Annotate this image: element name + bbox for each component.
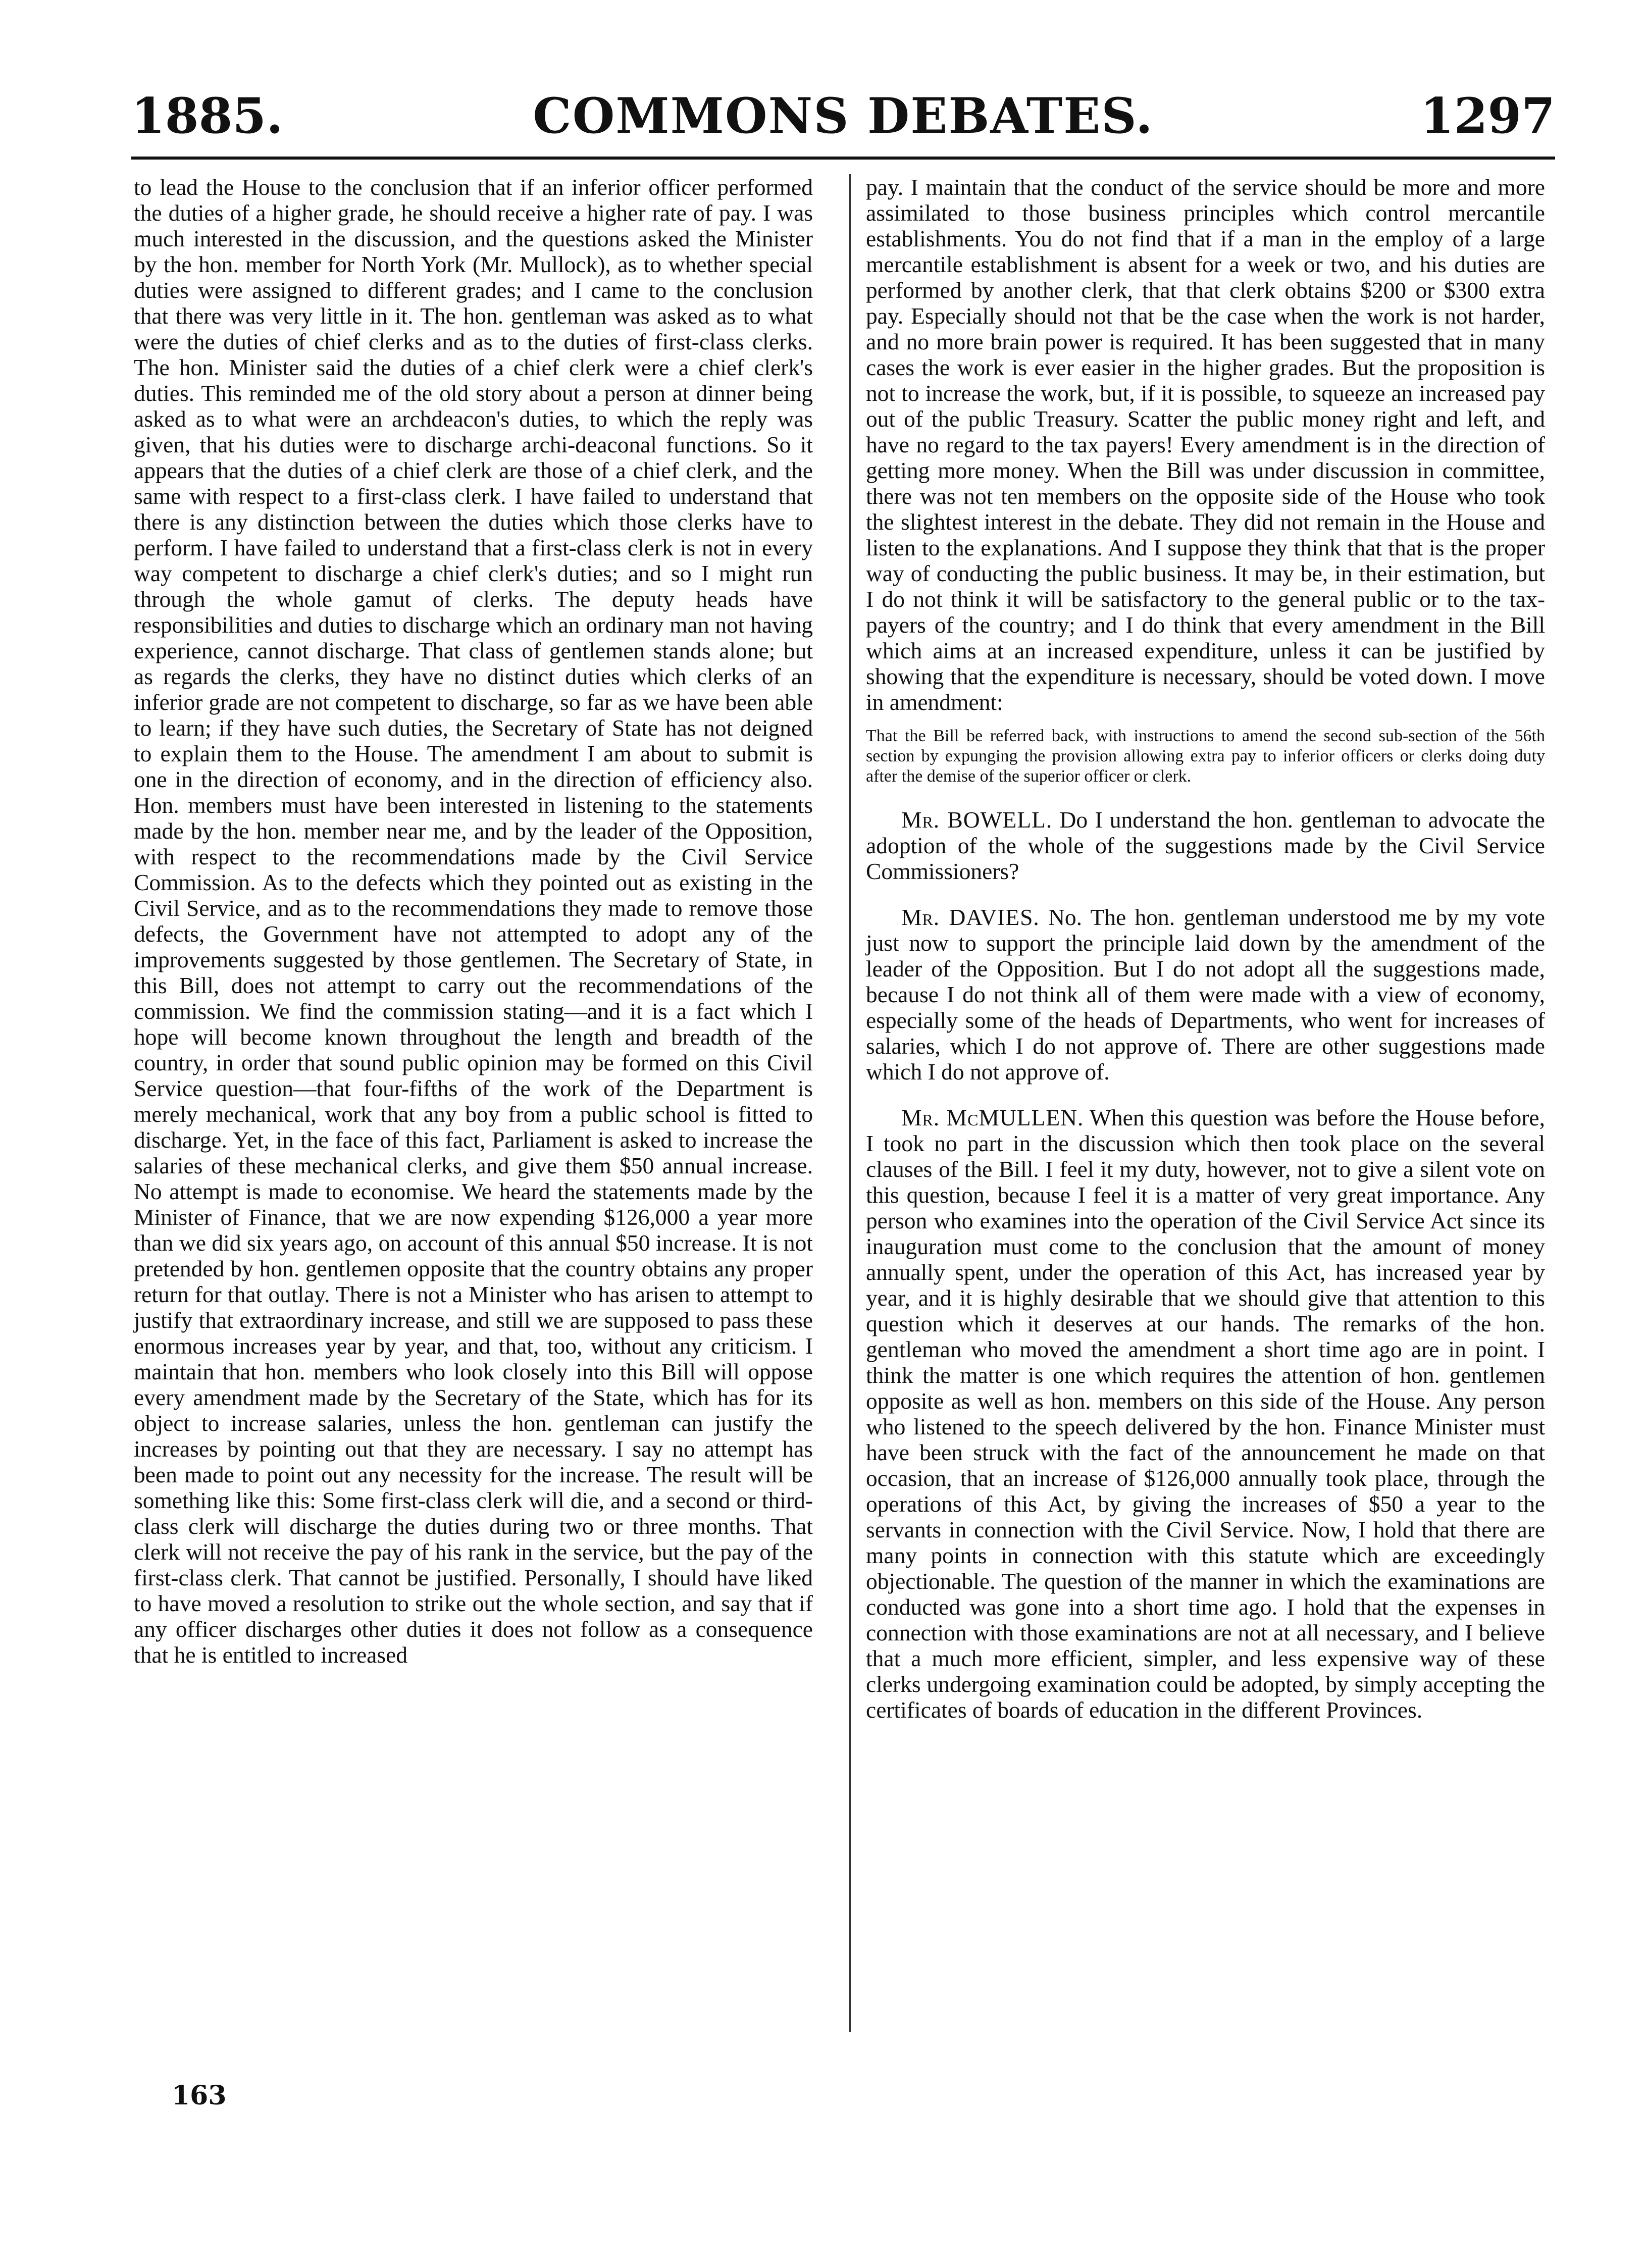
speech-text: No. The hon. gentleman understood me by my vote just now to support the principle laid down by the amendment of the leader of the Opposition. But I do not adopt all the suggestions made, because I do not think all of them were made with a view of economy, especially some of the heads of Departments, who went for increases of salaries, which I do not approve of. There are other suggestions made which I do not approve of. — [866, 904, 1546, 1085]
amendment-text: That the Bill be referred back, with instructions to amend the second sub-section of the 56th section by expunging the provision allowing extra pay to inferior officers or clerks doing duty after the demise of the superior officer or clerk. — [866, 727, 1545, 786]
right-column — [866, 174, 1545, 2073]
right-paragraph: pay. I maintain that the conduct of the service should be more and more assimilated to those business principles which control mercantile establishments. You do not find that if a man in the employ of a large mercantile establishment is absent for a week or two, and his duties are performed by another clerk, that that clerk obtains $200 or $300 extra pay. Especially should not that be the case when the work is not harder, and no more brain power is required. It has been suggested that in many cases the work is ever easier in the higher grades. But the proposition is not to increase the work, but, if it is possible, to squeeze an increased pay out of the public Treasury. Scatter the public money right and left, and have no regard to the tax payers! Every amendment is in the direction of getting more money. When the Bill was under discussion in committee, there was not ten members on the opposite side of the House who took the slightest interest in the debate. They did not remain in the House and listen to the explanations. And I suppose they think that that is the proper way of conducting the public business. It may be, in their estimation, but I do not think it will be satisfactory to the general public or to the tax-payers of the country; and I do think that every amendment in the Bill which aims at an increased expenditure, unless it can be justified by showing that the expenditure is necessary, should be voted down. I move in amendment: — [866, 174, 1545, 715]
speech-text: Do I understand the hon. gentleman to advocate the adoption of the whole of the suggestions made by the Civil Service Commissioners? — [866, 807, 1545, 884]
speech-text: When this question was before the House before, I took no part in the discussion which then took place on the several clauses of the Bill. I feel it my duty, however, not to give a silent vote on this question, because I feel it is a matter of very great importance. Any person who examines into the operation of the Civil Service Act since its inauguration must come to the conclusion that the amount of money annually spent, under the operation of this Act, has increased year by year, and it is highly desirable that we should give that attention to this question which it deserves at our hands. The remarks of the hon. gentleman who moved the amendment a short time ago are in point. I think the matter is one which requires the attention of hon. gentlemen opposite as well as hon. members on this side of the House. Any person who listened to the speech delivered by the hon. Finance Minister must have been struck with the fact of the announcement he made on that occasion, that an increase of $126,000 annually took place, through the operations of this Act, by giving the increases of $50 a year to the servants in connection with the Civil Service. Now, I hold that there are many points in connection with this statute which are exceedingly objectionable. The question of the manner in which the examinations are conducted was gone into a short time ago. I hold that the expenses in connection with those examinations are not at all necessary, and I believe that a much more efficient, simpler, and less expensive way of these clerks undergoing examination could be adopted, by simply accepting the certificates of boards of education in the different Provinces. — [866, 1105, 1546, 1723]
speech-bowell — [866, 807, 1545, 884]
left-column — [134, 174, 813, 2073]
speech-mcmullen — [866, 1105, 1545, 1723]
speaker-name: Mr. McMULLEN. — [901, 1105, 1084, 1130]
column-divider — [849, 174, 851, 2032]
speaker-name: Mr. BOWELL. — [901, 807, 1053, 833]
header-title: COMMONS DEBATES. — [533, 87, 1154, 144]
header-year: 1885. — [131, 87, 283, 144]
signature-mark: 163 — [172, 2080, 227, 2111]
left-paragraph: to lead the House to the conclusion that if an inferior officer performed the duties of a higher grade, he should receive a higher rate of pay. I was much interested in the discussion, and the questions asked the Minister by the hon. member for North York (Mr. Mullock), as to whether special duties were assigned to different grades; and I came to the conclusion that there was very little in it. The hon. gentleman was asked as to what were the duties of chief clerks and as to the duties of first-class clerks. The hon. Minister said the duties of a chief clerk were a chief clerk's duties. This reminded me of the old story about a person at dinner being asked as to what were an archdeacon's duties, to which the reply was given, that his duties were to discharge archi-deaconal functions. So it appears that the duties of a chief clerk are those of a chief clerk, and the same with respect to a first-class clerk. I have failed to understand that there is any distinction between the duties which those clerks have to perform. I have failed to understand that a first-class clerk is not in every way competent to discharge a chief clerk's duties; and so I might run through the whole gamut of clerks. The deputy heads have responsibilities and duties to discharge which an ordinary man not having experience, cannot discharge. That class of gentlemen stands alone; but as regards the clerks, they have no distinct duties which clerks of an inferior grade are not competent to discharge, so far as we have been able to learn; if they have such duties, the Secretary of State has not deigned to explain them to the House. The amendment I am about to submit is one in the direction of economy, and in the direction of efficiency also. Hon. members must have been interested in listening to the statements made by the hon. member near me, and by the leader of the Opposition, with respect to the recommendations made by the Civil Service Commission. As to the defects which they pointed out as existing in the Civil Service, and as to the recommendations they made to remove those defects, the Government have not attempted to adopt any of the improvements suggested by those gentlemen. The Secretary of State, in this Bill, does not attempt to carry out the recommendations of the commission. We find the commission stating—and it is a fact which I hope will become known throughout the length and breadth of the country, in order that sound public opinion may be formed on this Civil Service question—that four-fifths of the work of the Department is merely mechanical, work that any boy from a public school is fitted to discharge. Yet, in the face of this fact, Parliament is asked to increase the salaries of these mechanical clerks, and give them $50 annual increase. No attempt is made to economise. We heard the statements made by the Minister of Finance, that we are now expending $126,000 a year more than we did six years ago, on account of this annual $50 increase. It is not pretended by hon. gentlemen opposite that the country obtains any proper return for that outlay. There is not a Minister who has arisen to attempt to justify that extraordinary increase, and still we are supposed to pass these enormous increases year by year, and that, too, without any criticism. I maintain that hon. members who look closely into this Bill will oppose every amendment made by the Secretary of the State, which has for its object to increase salaries, unless the hon. gentleman can justify the increases by pointing out that they are necessary. I say no attempt has been made to point out any necessity for the increase. The result will be something like this: Some first-class clerk will die, and a second or third-class clerk will discharge the duties during two or three months. That clerk will not receive the pay of his rank in the service, but the pay of the first-class clerk. That cannot be justified. Personally, I should have liked to have moved a resolution to strike out the whole section, and say that if any officer discharges other duties it does not follow as a consequence that he is entitled to increased — [134, 174, 813, 1668]
header-rule — [131, 157, 1555, 160]
speech-davies — [866, 904, 1545, 1085]
page-header — [131, 81, 1555, 151]
page-number: 1297 — [1420, 87, 1555, 144]
speaker-name: Mr. DAVIES. — [901, 904, 1040, 930]
